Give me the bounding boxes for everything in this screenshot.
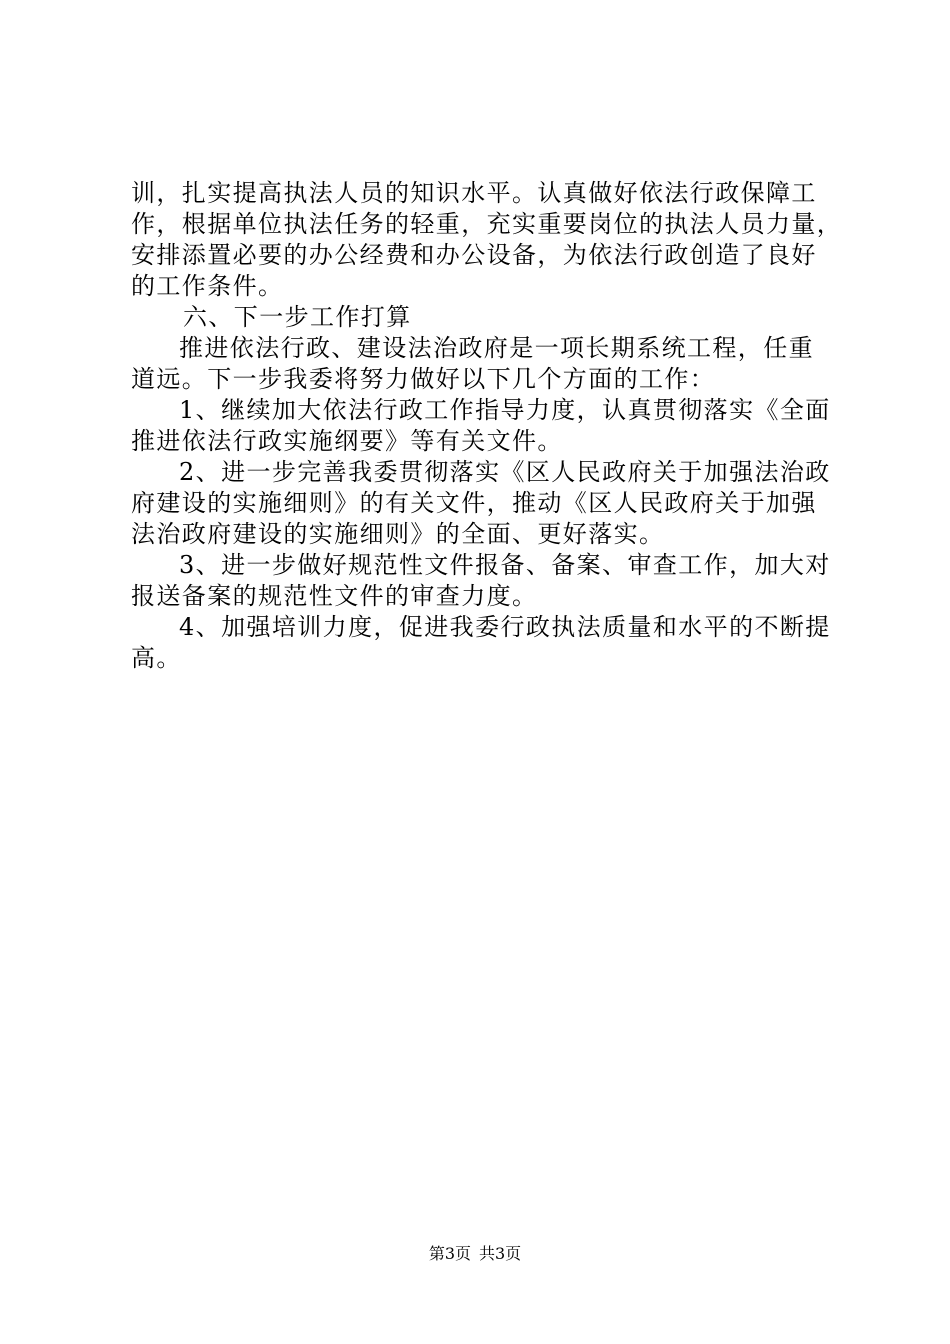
list-item-line: 2、进一步完善我委贯彻落实《区人民政府关于加强法治政 — [179, 458, 831, 486]
paragraph-line: 作，根据单位执法任务的轻重，充实重要岗位的执法人员力量， — [131, 210, 843, 238]
page-footer — [0, 1244, 950, 1264]
list-item-line: 1、继续加大依法行政工作指导力度，认真贯彻落实《全面 — [179, 396, 831, 424]
list-item-line: 4、加强培训力度，促进我委行政执法质量和水平的不断提 — [179, 613, 831, 641]
list-item-line: 推进依法行政实施纲要》等有关文件。 — [131, 427, 563, 455]
paragraph-line: 训，扎实提高执法人员的知识水平。认真做好依法行政保障工 — [131, 179, 817, 207]
paragraph-line: 的工作条件。 — [131, 272, 284, 300]
paragraph-line: 推进依法行政、建设法治政府是一项长期系统工程，任重 — [179, 334, 814, 362]
section-heading: 六、下一步工作打算 — [183, 303, 412, 331]
list-item-line: 报送备案的规范性文件的审查力度。 — [131, 582, 538, 610]
document-body — [131, 178, 843, 674]
list-item-line: 3、进一步做好规范性文件报备、备案、审查工作，加大对 — [179, 551, 831, 579]
page-number-current: 第3页 — [428, 1244, 471, 1263]
page-number-total: 共3页 — [479, 1244, 522, 1263]
list-item-line: 府建设的实施细则》的有关文件，推动《区人民政府关于加强 — [131, 489, 817, 517]
paragraph-line: 道远。下一步我委将努力做好以下几个方面的工作： — [131, 365, 716, 393]
list-item-line: 高。 — [131, 644, 182, 672]
list-item-line: 法治政府建设的实施细则》的全面、更好落实。 — [131, 520, 665, 548]
paragraph-line: 安排添置必要的办公经费和办公设备，为依法行政创造了良好 — [131, 241, 817, 269]
